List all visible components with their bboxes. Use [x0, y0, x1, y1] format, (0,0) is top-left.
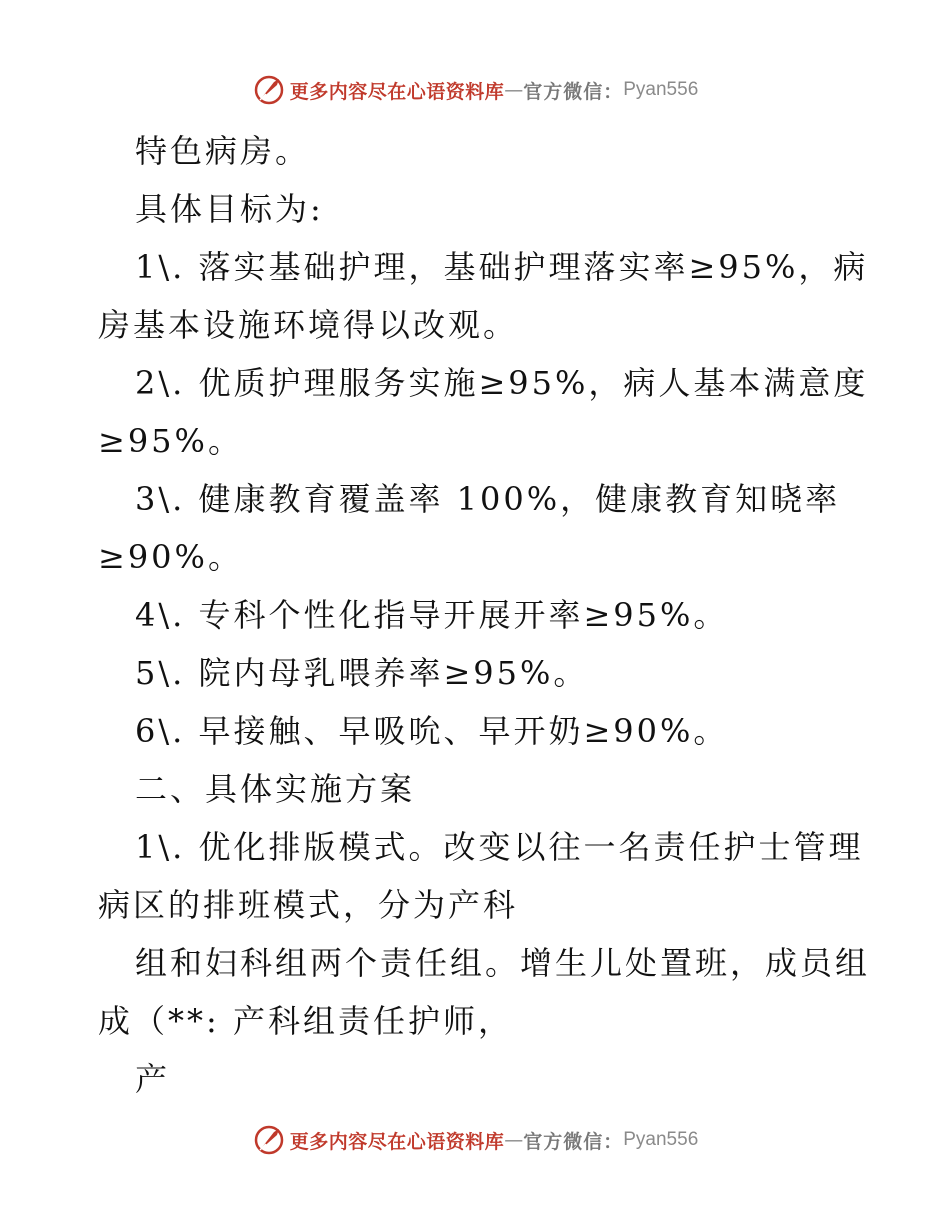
text-line: 特色病房。 — [135, 132, 311, 170]
section-heading: 二、具体实施方案 — [135, 770, 416, 808]
text-line: 具体目标为: — [135, 190, 324, 228]
text-line: 5\. 院内母乳喂养率≥95%。 — [135, 654, 589, 692]
text-line: 2\. 优质护理服务实施≥95%，病人基本满意度 — [135, 364, 869, 402]
text-line: 房基本设施环境得以改观。 — [98, 306, 519, 344]
watermark-separator: — — [504, 1129, 524, 1151]
text-line: 1\. 优化排版模式。改变以往一名责任护士管理 — [135, 828, 864, 866]
text-line: 组和妇科组两个责任组。增生儿处置班，成员组 — [135, 944, 871, 982]
quill-pen-icon — [252, 73, 286, 107]
watermark-wechat-id: Pyan556 — [623, 79, 699, 100]
watermark-text: 更多内容尽在心语资料库 — [289, 1130, 505, 1153]
watermark-footer — [0, 1120, 950, 1160]
text-line: ≥90%。 — [98, 538, 243, 576]
watermark-wechat-id: Pyan556 — [623, 1129, 699, 1150]
text-line: 产 — [135, 1060, 171, 1098]
watermark-separator: — — [504, 79, 524, 101]
text-line: ≥95%。 — [98, 422, 243, 460]
text-line: 病区的排班模式，分为产科 — [98, 886, 519, 924]
text-line: 1\. 落实基础护理，基础护理落实率≥95%，病 — [135, 248, 869, 286]
text-line: 4\. 专科个性化指导开展开率≥95%。 — [135, 596, 729, 634]
quill-pen-icon — [252, 1123, 286, 1157]
text-line: 6\. 早接触、早吸吮、早开奶≥90%。 — [135, 712, 729, 750]
text-line: 3\. 健康教育覆盖率 100%，健康教育知晓率 — [135, 480, 841, 518]
watermark-text: 更多内容尽在心语资料库 — [289, 80, 505, 103]
text-line: 成（**: 产科组责任护师， — [98, 1002, 513, 1040]
watermark-header — [0, 70, 950, 110]
document-body — [98, 122, 871, 1108]
watermark-wechat-label: 官方微信： — [523, 1130, 624, 1153]
watermark-wechat-label: 官方微信： — [523, 80, 624, 103]
